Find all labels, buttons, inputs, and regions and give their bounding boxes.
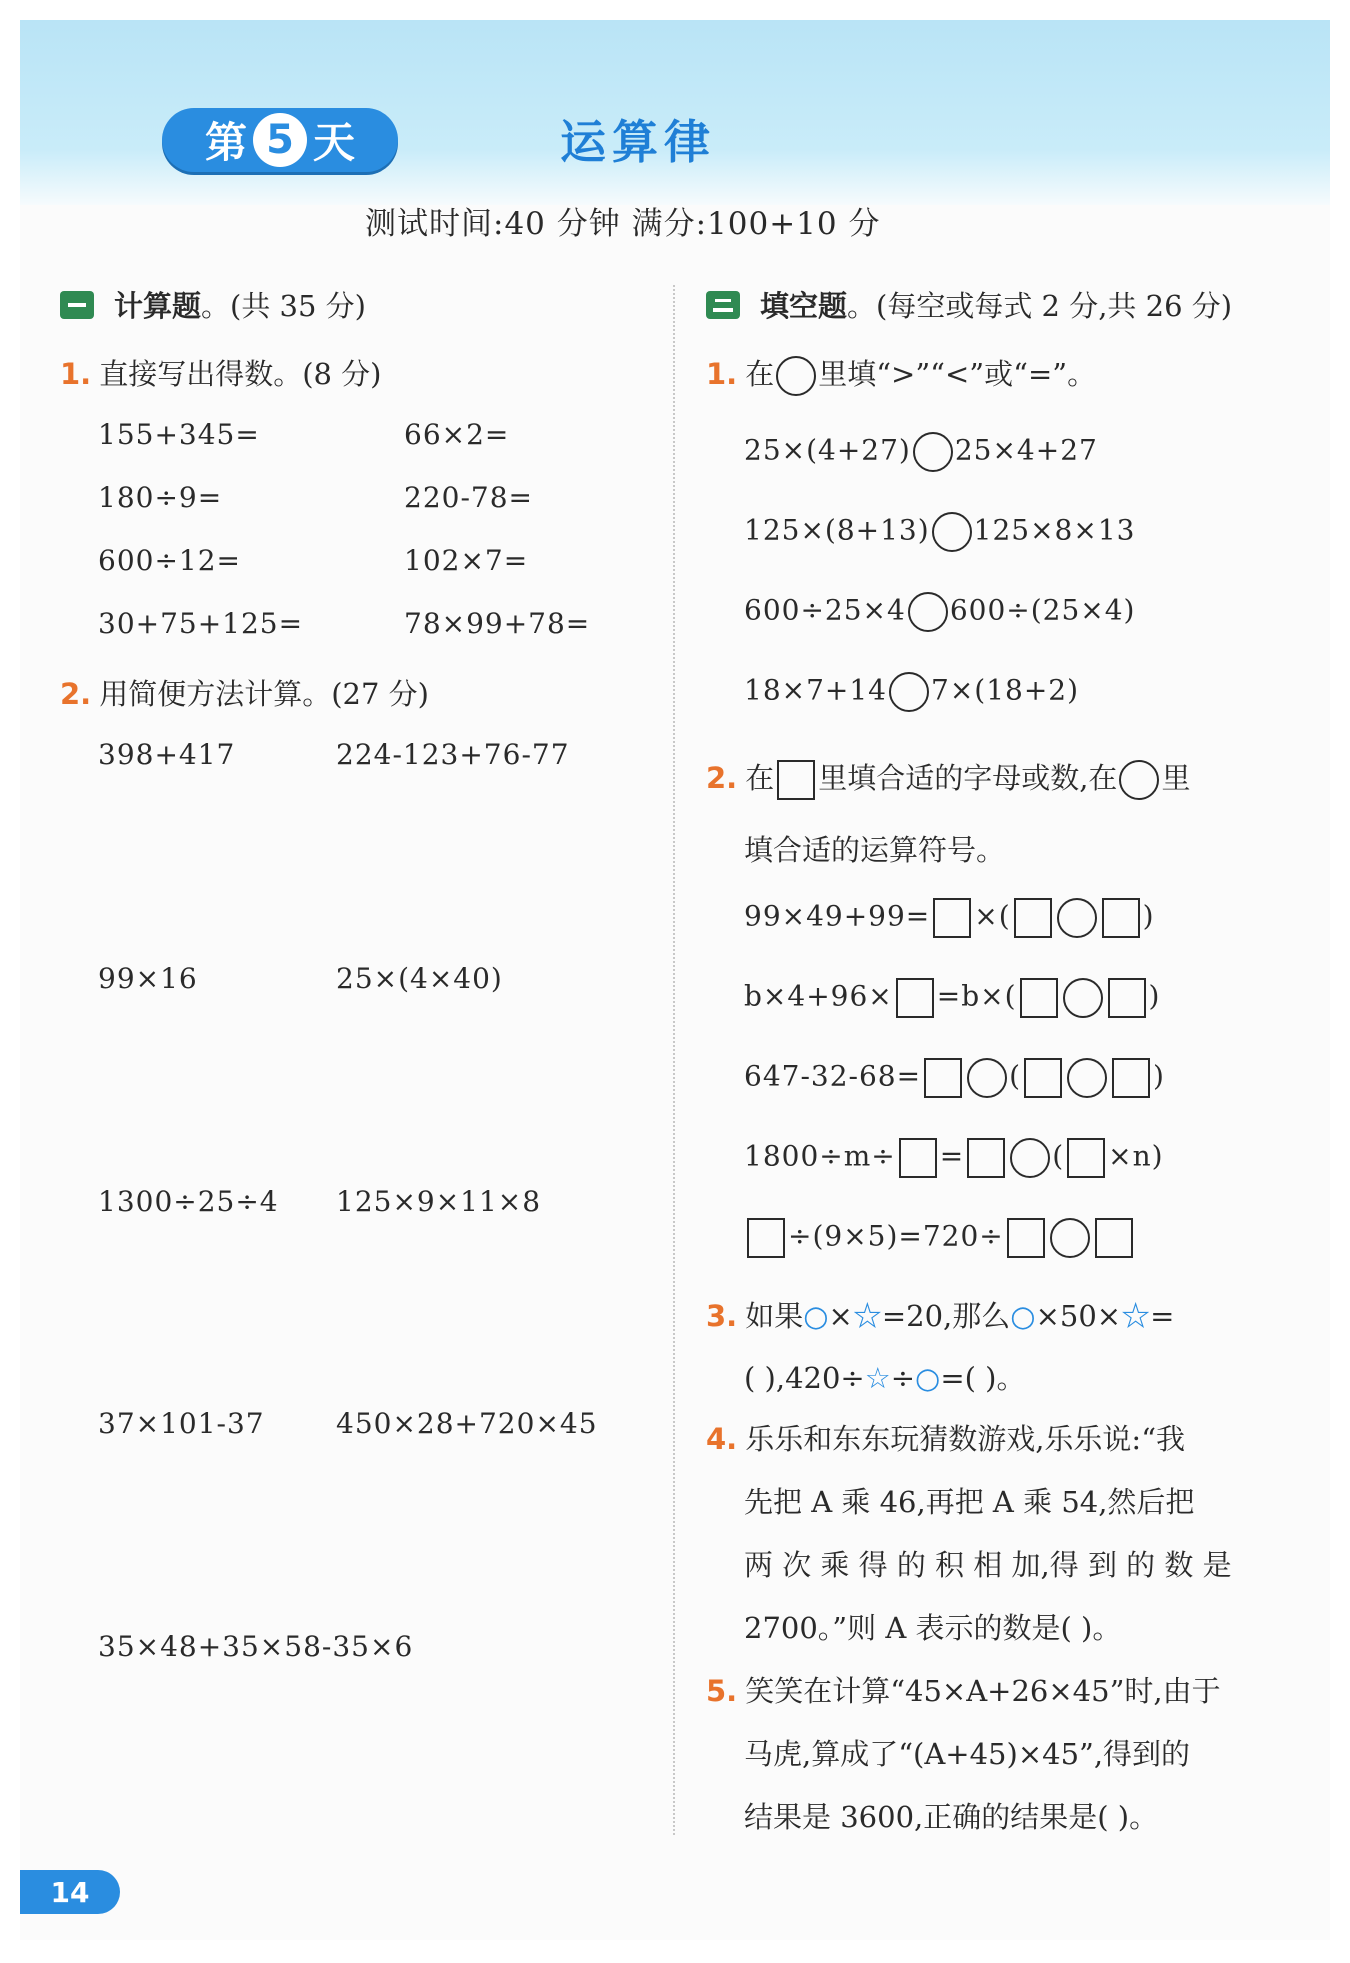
- circle-symbol-icon: ○: [915, 1361, 941, 1395]
- answer-box[interactable]: [1067, 1138, 1105, 1178]
- q5-line: 笑笑在计算“45×A+26×45”时,由于: [745, 1674, 1221, 1708]
- answer-box[interactable]: [1024, 1058, 1062, 1098]
- answer-box[interactable]: [1095, 1218, 1133, 1258]
- day-prefix: 第: [204, 118, 247, 167]
- fill-text: ×n): [1108, 1139, 1164, 1173]
- s2-q1-post: 里填“>”“<”或“=”。: [818, 357, 1097, 391]
- s1-q2-item: 25×(4×40): [336, 962, 503, 995]
- answer-box[interactable]: [747, 1218, 785, 1258]
- circle-symbol-icon: ○: [803, 1299, 829, 1333]
- fill-row: [744, 1058, 1165, 1098]
- s2-q4-number: 4.: [706, 1422, 738, 1456]
- q3-text: 如果: [745, 1299, 804, 1333]
- fill-text: ): [1148, 979, 1161, 1013]
- answer-circle[interactable]: [1057, 898, 1097, 938]
- answer-circle[interactable]: [1010, 1138, 1050, 1178]
- s2-q3-line2: [744, 1356, 1026, 1397]
- compare-right: 25×4+27: [954, 433, 1098, 467]
- answer-circle[interactable]: [913, 432, 953, 472]
- fill-text: =b×(: [936, 979, 1017, 1013]
- section1-heading: [60, 284, 366, 325]
- q4-line: 2700。”则 A 表示的数是( )。: [744, 1611, 1122, 1645]
- star-symbol-icon: ☆: [1121, 1299, 1151, 1333]
- compare-row: [744, 672, 1079, 712]
- star-symbol-icon: ☆: [864, 1361, 891, 1395]
- s1-q2-item: 1300÷25÷4: [98, 1185, 279, 1218]
- section1-title: 计算题: [114, 289, 202, 323]
- compare-left: 125×(8+13): [744, 513, 930, 547]
- compare-left: 25×(4+27): [744, 433, 911, 467]
- day-suffix: 天: [313, 118, 356, 167]
- test-info: 测试时间:40 分钟 满分:100+10 分: [365, 206, 881, 242]
- circle-symbol-icon: ○: [1010, 1299, 1036, 1333]
- answer-box[interactable]: [896, 978, 934, 1018]
- s2-q5: [706, 1660, 1221, 1723]
- answer-circle[interactable]: [1119, 760, 1159, 800]
- q4-line: 先把 A 乘 46,再把 A 乘 54,然后把: [744, 1485, 1195, 1519]
- s1-q1-item: 30+75+125=: [98, 607, 304, 640]
- q3-text: ÷: [890, 1361, 916, 1395]
- q3-text: ( ),420÷: [744, 1361, 865, 1395]
- s1-q1-number: 1.: [60, 357, 92, 391]
- fill-row: [744, 1218, 1136, 1258]
- fill-text: ): [1142, 899, 1155, 933]
- s2-q2-text: 在: [745, 761, 775, 795]
- answer-box[interactable]: [933, 898, 971, 938]
- answer-box[interactable]: [1108, 978, 1146, 1018]
- s2-q2-text: 里填合适的字母或数,在: [818, 761, 1118, 795]
- section-one-icon: [60, 291, 94, 319]
- s2-q2-number: 2.: [706, 761, 738, 795]
- fill-text: =: [939, 1139, 965, 1173]
- answer-circle[interactable]: [967, 1058, 1007, 1098]
- column-divider: [673, 285, 676, 1835]
- fill-text: 1800÷m÷: [744, 1139, 896, 1173]
- fill-row: [744, 978, 1160, 1018]
- q3-text: ×: [828, 1299, 853, 1333]
- s1-q2-item: 35×48+35×58-35×6: [98, 1630, 414, 1663]
- day-badge: [162, 108, 398, 172]
- section2-note: 。(每空或每式 2 分,共 26 分): [847, 289, 1233, 323]
- q5-line: 结果是 3600,正确的结果是( )。: [744, 1800, 1159, 1834]
- s2-q1-number: 1.: [706, 357, 738, 391]
- s1-q1-item: 155+345=: [98, 418, 260, 451]
- s2-q2-text: 里: [1161, 761, 1191, 795]
- compare-row: [744, 592, 1135, 632]
- page-number: 14: [20, 1870, 120, 1914]
- s1-q2-number: 2.: [60, 677, 92, 711]
- fill-text: (: [1009, 1059, 1022, 1093]
- s1-q1-item: 66×2=: [404, 418, 510, 451]
- q3-text: =: [1150, 1299, 1175, 1333]
- fill-text: (: [1052, 1139, 1065, 1173]
- q3-text: ×50×: [1035, 1299, 1122, 1333]
- compare-left: 600÷25×4: [744, 593, 906, 627]
- compare-row: [744, 432, 1098, 472]
- answer-circle[interactable]: [1063, 978, 1103, 1018]
- s2-q5-number: 5.: [706, 1674, 738, 1708]
- answer-box[interactable]: [777, 760, 815, 800]
- s1-q2-text: 用简便方法计算。(27 分): [99, 677, 429, 711]
- compare-left: 18×7+14: [744, 673, 887, 707]
- section1-note: 。(共 35 分): [201, 289, 366, 323]
- answer-circle[interactable]: [1067, 1058, 1107, 1098]
- fill-row: [744, 898, 1155, 938]
- s2-q3: [706, 1294, 1174, 1335]
- answer-box[interactable]: [899, 1138, 937, 1178]
- answer-box[interactable]: [1014, 898, 1052, 938]
- answer-box[interactable]: [1102, 898, 1140, 938]
- s1-q2-item: 99×16: [98, 962, 198, 995]
- s2-q4: [706, 1408, 1185, 1471]
- s1-q2-item: 37×101-37: [98, 1407, 265, 1440]
- s2-q1-pre: 在: [745, 357, 775, 391]
- s1-q1: [60, 352, 382, 393]
- q4-line: 两 次 乘 得 的 积 相 加,得 到 的 数 是: [744, 1548, 1232, 1582]
- fill-row: [744, 1138, 1164, 1178]
- q3-text: =20,那么: [881, 1299, 1011, 1333]
- compare-row: [744, 512, 1135, 552]
- section-two-icon: [706, 291, 740, 319]
- fill-text: ): [1153, 1059, 1165, 1093]
- star-symbol-icon: ☆: [852, 1299, 882, 1333]
- section2-title: 填空题: [760, 289, 848, 323]
- s2-q2: [706, 756, 1190, 800]
- q4-line: 乐乐和东东玩猜数游戏,乐乐说:“我: [745, 1422, 1186, 1456]
- s2-q1: [706, 352, 1096, 396]
- answer-circle[interactable]: [908, 592, 948, 632]
- fill-text: b×4+96×: [744, 979, 893, 1013]
- answer-box[interactable]: [1112, 1058, 1150, 1098]
- day-number: 5: [253, 113, 307, 167]
- answer-box[interactable]: [1020, 978, 1058, 1018]
- answer-box[interactable]: [1007, 1218, 1045, 1258]
- fill-text: ×(: [974, 899, 1011, 933]
- answer-circle[interactable]: [889, 672, 929, 712]
- answer-box[interactable]: [924, 1058, 962, 1098]
- s1-q1-item: 600÷12=: [98, 544, 241, 577]
- s1-q1-item: 180÷9=: [98, 481, 223, 514]
- fill-text: ÷(9×5)=720÷: [788, 1219, 1004, 1253]
- q3-text: =( )。: [940, 1361, 1026, 1395]
- s2-q3-number: 3.: [706, 1299, 738, 1333]
- page-title: 运算律: [560, 115, 716, 169]
- s1-q2: [60, 672, 429, 713]
- s1-q1-text: 直接写出得数。(8 分): [99, 357, 382, 391]
- answer-box[interactable]: [967, 1138, 1005, 1178]
- s1-q1-item: 102×7=: [404, 544, 529, 577]
- compare-right: 125×8×13: [973, 513, 1136, 547]
- s1-q2-item: 224-123+76-77: [336, 738, 570, 771]
- q5-line: 马虎,算成了“(A+45)×45”,得到的: [744, 1737, 1191, 1771]
- compare-right: 7×(18+2): [931, 673, 1080, 707]
- s1-q1-item: 220-78=: [404, 481, 533, 514]
- s1-q2-item: 398+417: [98, 738, 236, 771]
- answer-circle[interactable]: [776, 356, 816, 396]
- s1-q2-item: 125×9×11×8: [336, 1185, 542, 1218]
- answer-circle[interactable]: [932, 512, 972, 552]
- answer-circle[interactable]: [1050, 1218, 1090, 1258]
- s2-q2-line2: 填合适的运算符号。: [744, 833, 1006, 867]
- fill-text: 99×49+99=: [744, 899, 931, 933]
- section2-heading: [706, 284, 1232, 325]
- s1-q2-item: 450×28+720×45: [336, 1407, 598, 1440]
- fill-text: 647-32-68=: [744, 1059, 922, 1093]
- compare-right: 600÷(25×4): [949, 593, 1136, 627]
- s1-q1-item: 78×99+78=: [404, 607, 591, 640]
